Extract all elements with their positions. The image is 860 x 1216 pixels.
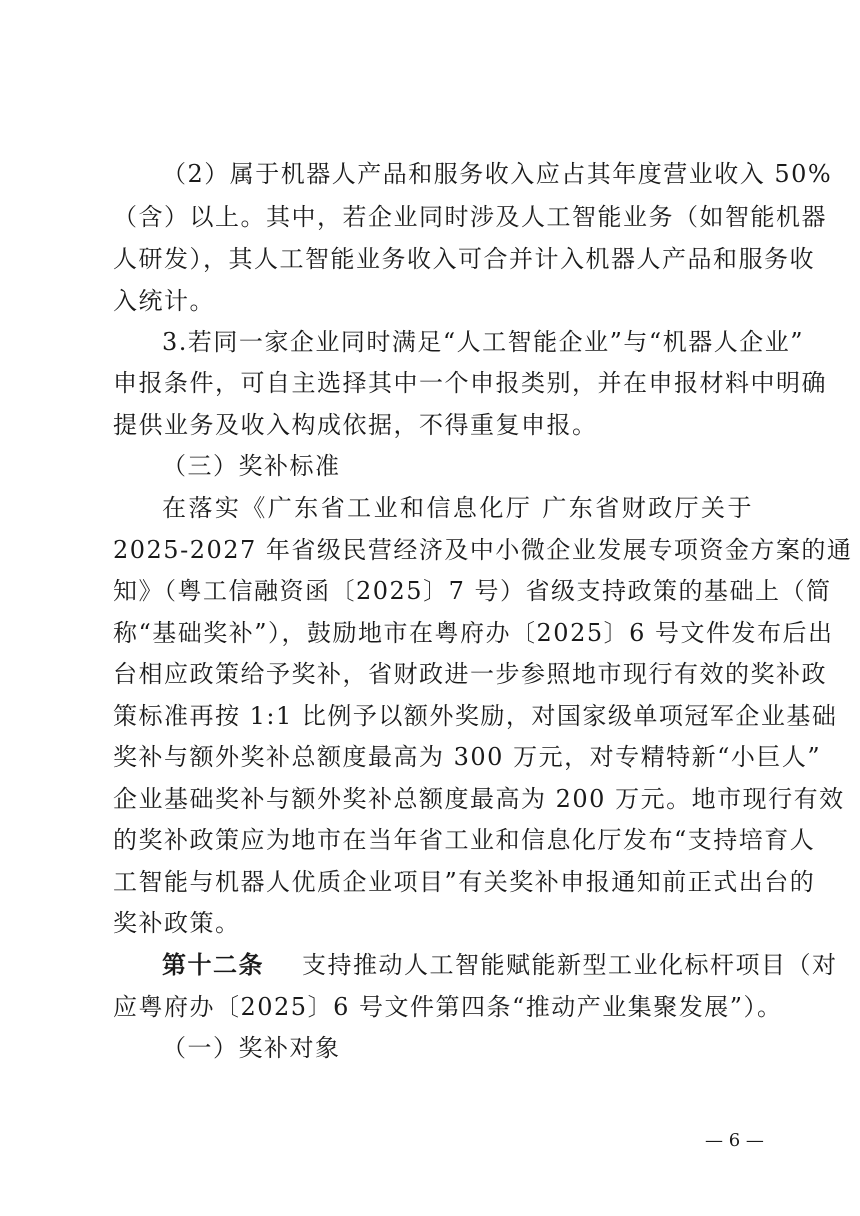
paragraph-item-2-line: （2）属于机器人产品和服务收入应占其年度营业收入 50% xyxy=(162,160,833,188)
paragraph-item-2-line: 入统计。 xyxy=(113,287,215,315)
paragraph-standard-line: 企业基础奖补与额外奖补总额度最高为 200 万元。地市现行有效 xyxy=(113,785,845,813)
paragraph-standard-line: 称“基础奖补”），鼓励地市在粤府办〔2025〕6 号文件发布后出 xyxy=(113,619,834,647)
paragraph-standard-line: 知》（粤工信融资函〔2025〕7 号）省级支持政策的基础上（简 xyxy=(113,577,832,605)
paragraph-3-line: 3.若同一家企业同时满足“人工智能企业”与“机器人企业” xyxy=(162,328,804,356)
paragraph-standard-line: 奖补政策。 xyxy=(113,909,241,937)
article-12-line xyxy=(162,949,838,981)
article-label: 第十二条 xyxy=(162,951,264,979)
paragraph-standard-line: 在落实《广东省工业和信息化厅 广东省财政厅关于 xyxy=(162,494,753,522)
paragraph-standard-line: 奖补与额外奖补总额度最高为 300 万元，对专精特新“小巨人” xyxy=(113,743,822,771)
section-heading: （三）奖补标准 xyxy=(162,452,341,480)
paragraph-3-line: 提供业务及收入构成依据，不得重复申报。 xyxy=(113,411,598,439)
paragraph-standard-line: 策标准再按 1:1 比例予以额外奖励，对国家级单项冠军企业基础 xyxy=(113,702,838,730)
section-heading: （一）奖补对象 xyxy=(162,1034,341,1062)
paragraph-standard-line: 2025-2027 年省级民营经济及中小微企业发展专项资金方案的通 xyxy=(113,536,853,564)
paragraph-standard-line: 台相应政策给予奖补，省财政进一步参照地市现行有效的奖补政 xyxy=(113,660,827,688)
paragraph-item-2-line: （含）以上。其中，若企业同时涉及人工智能业务（如智能机器 xyxy=(113,203,827,231)
paragraph-standard-line: 的奖补政策应为地市在当年省工业和信息化厅发布“支持培育人 xyxy=(113,826,816,854)
page-number: — 6 — xyxy=(705,1130,764,1151)
article-text: 支持推动人工智能赋能新型工业化标杆项目（对 xyxy=(302,951,838,979)
article-12-line: 应粤府办〔2025〕6 号文件第四条“推动产业集聚发展”）。 xyxy=(113,993,783,1021)
paragraph-standard-line: 工智能与机器人优质企业项目”有关奖补申报通知前正式出台的 xyxy=(113,868,816,896)
paragraph-item-2-line: 人研发），其人工智能业务收入可合并计入机器人产品和服务收 xyxy=(113,245,815,273)
paragraph-3-line: 申报条件，可自主选择其中一个申报类别，并在申报材料中明确 xyxy=(113,369,827,397)
